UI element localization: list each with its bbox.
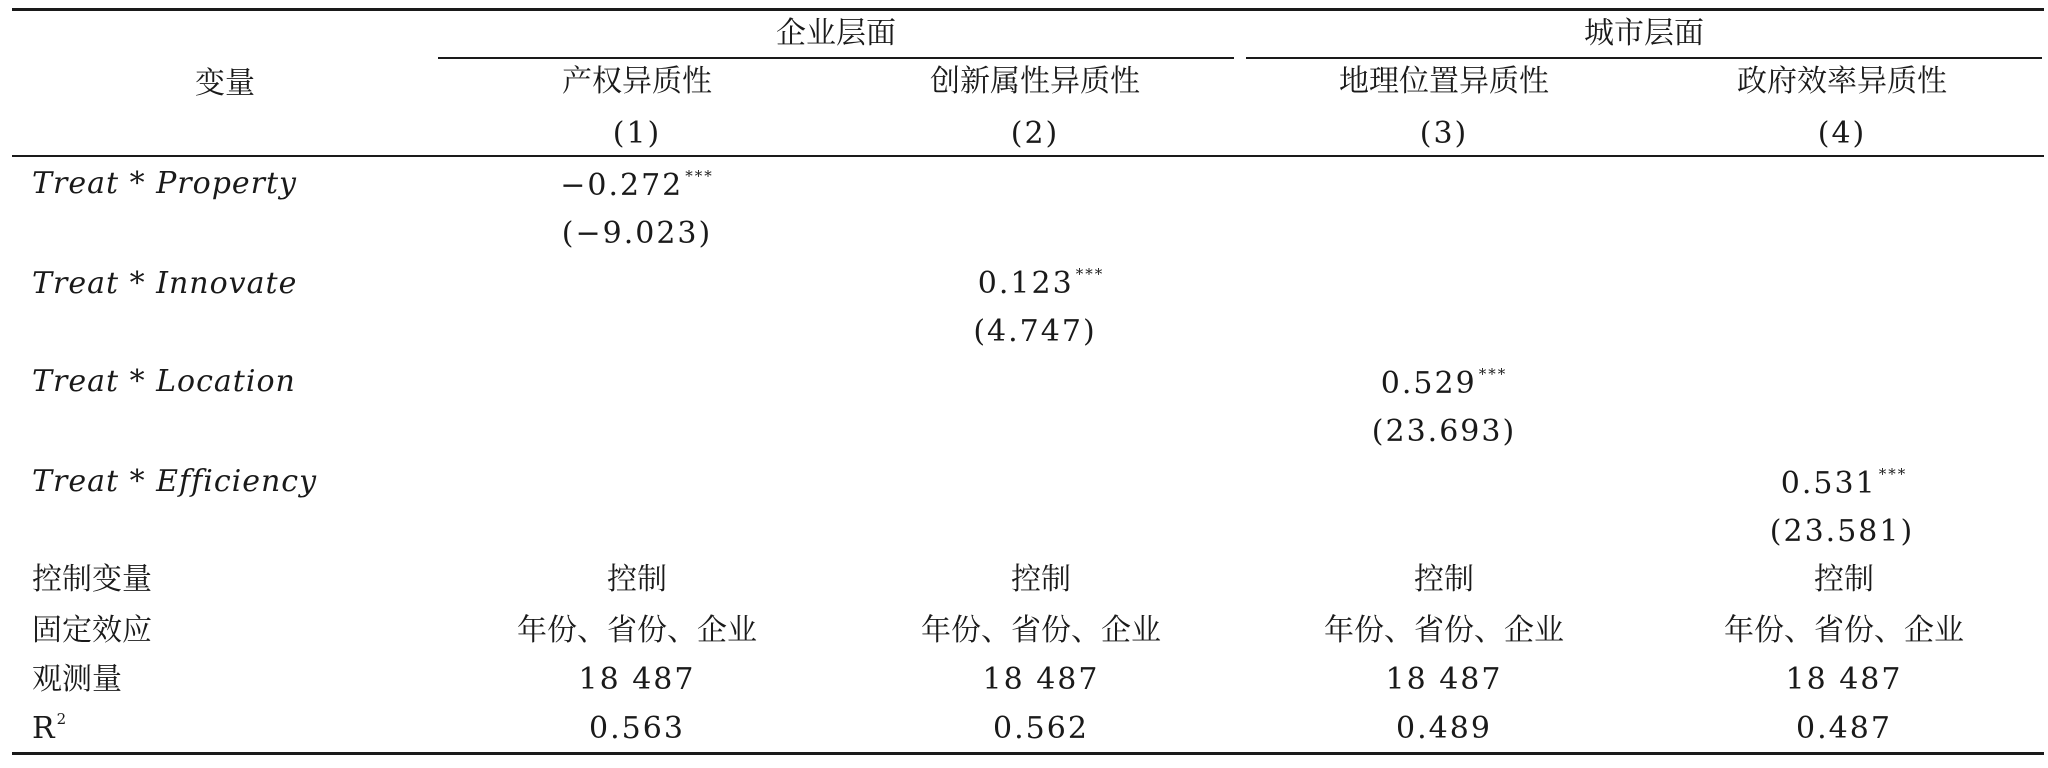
controls-value-1: 控制 <box>607 562 667 597</box>
r-squared-value-3: 0.489 <box>1396 711 1492 746</box>
column-3-title: 地理位置异质性 <box>1339 64 1549 99</box>
observations-value-1: 18 487 <box>578 662 696 697</box>
bottom-rule <box>12 752 2044 755</box>
fixed-effects-label: 固定效应 <box>32 613 152 648</box>
header-bottom-rule <box>12 155 2044 157</box>
row-label-efficiency: Treat * Efficiency <box>32 464 318 499</box>
row-label-property: Treat * Property <box>32 166 298 201</box>
column-1-number: (1) <box>612 116 662 151</box>
observations-value-3: 18 487 <box>1385 662 1503 697</box>
fixed-effects-value-3: 年份、省份、企业 <box>1324 613 1564 648</box>
coef-property: −0.272 *** <box>560 167 714 203</box>
tstat-property: (−9.023) <box>561 216 713 251</box>
column-2-title: 创新属性异质性 <box>930 64 1140 99</box>
row-label-location: Treat * Location <box>32 364 296 399</box>
variable-header: 变量 <box>195 66 255 101</box>
column-1-title: 产权异质性 <box>562 64 712 99</box>
r-squared-value-2: 0.562 <box>993 711 1089 746</box>
r-squared-value-1: 0.563 <box>589 711 685 746</box>
column-2-number: (2) <box>1010 116 1060 151</box>
fixed-effects-value-2: 年份、省份、企业 <box>921 613 1161 648</box>
observations-label: 观测量 <box>32 662 122 697</box>
coef-efficiency: 0.531 *** <box>1780 465 1908 501</box>
city-group-header: 城市层面 <box>1584 16 1704 51</box>
tstat-efficiency: (23.581) <box>1769 514 1915 549</box>
observations-value-2: 18 487 <box>982 662 1100 697</box>
r-squared-value-4: 0.487 <box>1796 711 1892 746</box>
top-rule <box>12 8 2044 11</box>
column-4-number: (4) <box>1817 116 1867 151</box>
coef-location: 0.529 *** <box>1380 365 1508 401</box>
significance-stars: *** <box>1878 465 1908 483</box>
tstat-innovate: (4.747) <box>973 314 1097 349</box>
enterprise-group-header: 企业层面 <box>776 16 896 51</box>
fixed-effects-value-1: 年份、省份、企业 <box>517 613 757 648</box>
significance-stars: *** <box>1075 265 1105 283</box>
coef-innovate: 0.123 *** <box>977 265 1105 301</box>
controls-value-3: 控制 <box>1414 562 1474 597</box>
r-squared-superscript: 2 <box>56 710 67 728</box>
fixed-effects-value-4: 年份、省份、企业 <box>1724 613 1964 648</box>
r-squared-label: R $^2$ <box>32 710 67 746</box>
row-label-innovate: Treat * Innovate <box>32 266 298 301</box>
column-4-title: 政府效率异质性 <box>1737 64 1947 99</box>
controls-value-2: 控制 <box>1011 562 1071 597</box>
column-3-number: (3) <box>1419 116 1469 151</box>
controls-value-4: 控制 <box>1814 562 1874 597</box>
significance-stars: *** <box>685 167 714 185</box>
enterprise-group-rule <box>438 57 1234 59</box>
city-group-rule <box>1246 57 2042 59</box>
tstat-location: (23.693) <box>1371 414 1517 449</box>
significance-stars: *** <box>1478 365 1508 383</box>
controls-label: 控制变量 <box>32 562 152 597</box>
observations-value-4: 18 487 <box>1785 662 1903 697</box>
